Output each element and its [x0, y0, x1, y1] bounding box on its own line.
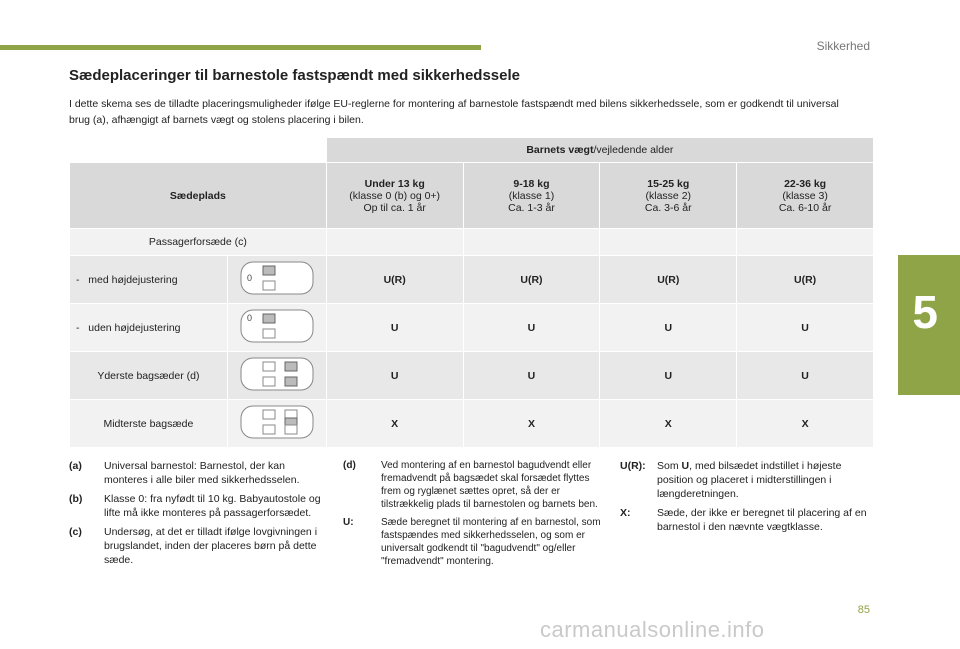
table-row-label: - uden højdejustering: [70, 304, 228, 352]
column-header: Under 13 kg (klasse 0 (b) og 0+) Op til ca. 1 år: [326, 163, 463, 229]
column-header: 15-25 kg (klasse 2) Ca. 3-6 år: [600, 163, 737, 229]
table-row-label: - med højdejustering: [70, 256, 228, 304]
table-cell: U: [600, 352, 737, 400]
table-cell: X: [463, 400, 600, 448]
table-cell: X: [737, 400, 874, 448]
table-cell: X: [326, 400, 463, 448]
note-item: U(R): Som U, med bilsædet indstillet i højeste position og placeret i midterstillingen i længderetningen.: [620, 460, 842, 500]
watermark: carmanualsonline.info: [540, 617, 765, 642]
note-item: (c) Undersøg, at det er tilladt ifølge lovgivningen i brugslandet, inden der placeres børn på dette sæde.: [69, 526, 318, 566]
svg-text:0: 0: [246, 273, 252, 283]
table-cell: U(R): [326, 256, 463, 304]
column-header: 9-18 kg (klasse 1) Ca. 1-3 år: [463, 163, 600, 229]
chapter-number: 5: [912, 286, 938, 338]
table-cell: U: [737, 304, 874, 352]
notes-column-3: [620, 459, 870, 539]
seat-table: [69, 137, 874, 448]
table-cell: U(R): [463, 256, 600, 304]
car-diagram-icon: [227, 304, 326, 352]
table-row-label: Yderste bagsæder (d): [70, 352, 228, 400]
intro-paragraph: I dette skema ses de tilladte placeringsmuligheder ifølge EU-reglerne for montering af barnestole fastspændt med bilens sikkerhedssele, som er godkendt til universal brug (a), afhængigt af barnets vægt og stolens placering i bilen.: [69, 98, 839, 126]
svg-text:0: 0: [246, 313, 252, 323]
weight-group-header: Barnets vægt/vejledende alder: [326, 138, 873, 163]
car-diagram-icon: [227, 256, 326, 304]
note-item: U: Sæde beregnet til montering af en barnestol, som fastspændes med sikkerhedsselen, og som er universalt godkendt til "bagudvendt" og/eller "fremadvendt" montering.: [343, 517, 601, 567]
table-cell: U: [600, 304, 737, 352]
table-cell: X: [600, 400, 737, 448]
note-item: (d) Ved montering af en barnestol bagudvendt eller fremadvendt på bagsædet skal forsædet flyttes frem og ryglænet sættes opret, så der er tilstrækkelig plads til barnestolen og barnets ben.: [343, 460, 598, 510]
table-cell: U: [463, 304, 600, 352]
table-cell: U: [326, 304, 463, 352]
note-item: X: Sæde, der ikke er beregnet til placering af en barnestol i den nævnte vægtklasse.: [620, 507, 867, 533]
seat-header: Sædeplads: [70, 163, 327, 229]
column-header: 22-36 kg (klasse 3) Ca. 6-10 år: [737, 163, 874, 229]
page-number: 85: [857, 604, 870, 616]
page-title: Sædeplaceringer til barnestole fastspændt med sikkerhedssele: [69, 67, 520, 84]
table-cell: U: [326, 352, 463, 400]
table-row-label: Midterste bagsæde: [70, 400, 228, 448]
table-cell: U: [463, 352, 600, 400]
note-item: (b) Klasse 0: fra nyfødt til 10 kg. Babyautostole og lifte må ikke monteres på passagerforsædet.: [69, 493, 321, 519]
passenger-seat-label: Passagerforsæde (c): [70, 229, 327, 256]
notes-column-2: [343, 459, 605, 573]
note-item: (a) Universal barnestol: Barnestol, der kan monteres i alle biler med sikkerhedsselen.: [69, 460, 300, 486]
table-cell: U: [737, 352, 874, 400]
table-cell: U(R): [737, 256, 874, 304]
car-diagram-icon: [227, 400, 326, 448]
table-cell: U(R): [600, 256, 737, 304]
section-label: Sikkerhed: [816, 39, 870, 53]
accent-bar: [0, 45, 481, 50]
car-diagram-icon: [227, 352, 326, 400]
notes-column-1: [69, 459, 325, 572]
